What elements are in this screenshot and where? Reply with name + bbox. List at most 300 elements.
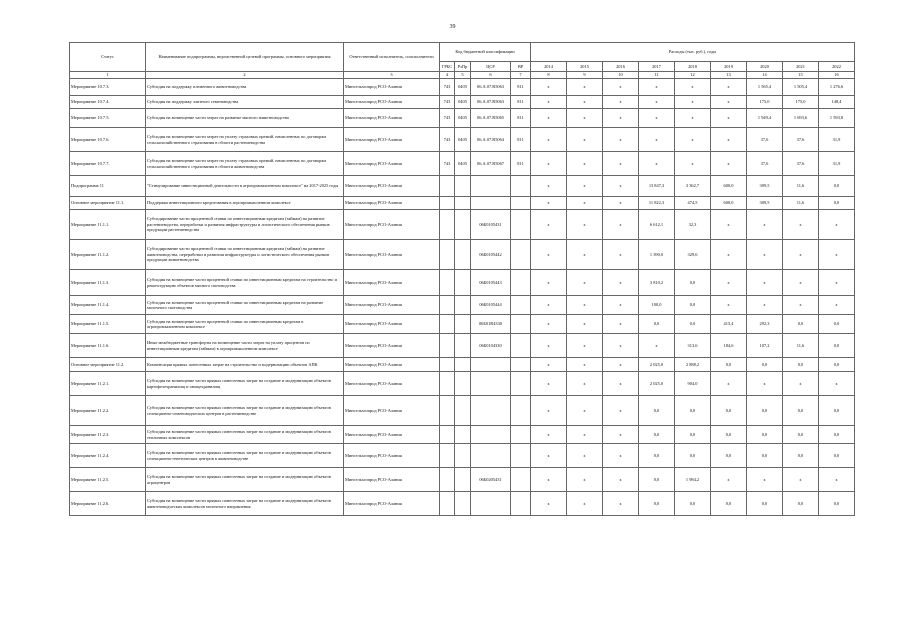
row-year-value: 292,3 bbox=[747, 315, 783, 334]
row-status: Мероприятие 11.2.3. bbox=[70, 426, 146, 444]
row-year-value: x bbox=[675, 109, 711, 128]
row-vr bbox=[511, 492, 531, 516]
row-year-value: x bbox=[819, 210, 855, 240]
row-status: Мероприятие 10.7.4. bbox=[70, 96, 146, 109]
row-year-value: x bbox=[639, 79, 675, 96]
row-year-value: x bbox=[675, 96, 711, 109]
table-row bbox=[70, 492, 855, 516]
table-row bbox=[70, 240, 855, 270]
row-vr: 811 bbox=[511, 152, 531, 176]
row-year-value: 904,0 bbox=[675, 372, 711, 396]
row-year-value: 0,0 bbox=[747, 396, 783, 426]
row-executor: Минсельхозпрод РСО-Алания bbox=[344, 128, 440, 152]
column-number: 11 bbox=[639, 72, 675, 79]
row-year-value: 0,0 bbox=[783, 444, 819, 468]
row-year-value: 37,6 bbox=[747, 152, 783, 176]
row-executor: Минсельхозпрод РСО-Алания bbox=[344, 444, 440, 468]
row-year-value: x bbox=[567, 396, 603, 426]
row-status: Мероприятие 11.2.1. bbox=[70, 372, 146, 396]
row-year-value: x bbox=[531, 79, 567, 96]
row-year-value: x bbox=[567, 96, 603, 109]
row-year-value: x bbox=[567, 358, 603, 372]
header-executor: Ответственный исполнитель, соисполнители bbox=[344, 43, 440, 72]
row-year-value: 0,0 bbox=[783, 396, 819, 426]
row-vr bbox=[511, 468, 531, 492]
header-budget-code: Код бюджетной классификации bbox=[440, 43, 531, 62]
row-year-value: 0,0 bbox=[675, 396, 711, 426]
row-year-value: 0,0 bbox=[819, 444, 855, 468]
header-year: 2019 bbox=[711, 62, 747, 72]
row-year-value: 107,2 bbox=[747, 334, 783, 358]
row-year-value: 0,0 bbox=[747, 358, 783, 372]
row-rzpr bbox=[455, 444, 471, 468]
row-year-value: 0,0 bbox=[819, 197, 855, 210]
row-year-value: 0,0 bbox=[711, 426, 747, 444]
row-csr bbox=[471, 372, 511, 396]
row-status: Мероприятие 11.1.6. bbox=[70, 334, 146, 358]
row-executor: Минсельхозпрод РСО-Алания bbox=[344, 396, 440, 426]
row-status: Мероприятие 11.1.5. bbox=[70, 315, 146, 334]
row-status: Основное мероприятие 11.2. bbox=[70, 358, 146, 372]
row-year-value: 2 888,2 bbox=[675, 358, 711, 372]
row-year-value: x bbox=[603, 426, 639, 444]
row-grbs bbox=[440, 468, 455, 492]
row-year-value: x bbox=[783, 372, 819, 396]
header-year: 2016 bbox=[603, 62, 639, 72]
row-year-value: 32,3 bbox=[675, 210, 711, 240]
row-year-value: x bbox=[603, 176, 639, 197]
row-grbs: 743 bbox=[440, 109, 455, 128]
row-year-value: 474,5 bbox=[675, 197, 711, 210]
row-name: Субсидия на возмещение части процентной ставки по инвестиционным кредитам на развитие молочного скотоводства bbox=[146, 296, 344, 315]
row-year-value: 11,6 bbox=[783, 176, 819, 197]
row-year-value: x bbox=[783, 240, 819, 270]
row-year-value: x bbox=[603, 358, 639, 372]
row-year-value: x bbox=[603, 315, 639, 334]
row-year-value: 11,6 bbox=[783, 197, 819, 210]
row-vr bbox=[511, 334, 531, 358]
row-vr bbox=[511, 210, 531, 240]
row-year-value: x bbox=[603, 444, 639, 468]
row-csr: 06Б0105431 bbox=[471, 210, 511, 240]
row-year-value: 0,0 bbox=[747, 492, 783, 516]
column-number: 9 bbox=[567, 72, 603, 79]
row-grbs bbox=[440, 492, 455, 516]
table-row bbox=[70, 270, 855, 296]
row-rzpr bbox=[455, 358, 471, 372]
row-vr bbox=[511, 372, 531, 396]
row-status: Мероприятие 11.1.3. bbox=[70, 270, 146, 296]
row-status: Мероприятие 11.1.4. bbox=[70, 296, 146, 315]
row-name: Субсидия на возмещение части затрат на уплату страховых премий, начисленных по договорам сельскохозяйственного страхования в области растениеводства bbox=[146, 128, 344, 152]
row-year-value: 0,0 bbox=[675, 270, 711, 296]
row-year-value: x bbox=[819, 270, 855, 296]
row-year-value: x bbox=[747, 296, 783, 315]
row-year-value: x bbox=[711, 270, 747, 296]
row-executor: Минсельхозпрод РСО-Алания bbox=[344, 240, 440, 270]
column-number: 6 bbox=[471, 72, 511, 79]
row-executor: Минсельхозпрод РСО-Алания bbox=[344, 426, 440, 444]
row-vr: 811 bbox=[511, 79, 531, 96]
row-year-value: 1 593,8 bbox=[819, 109, 855, 128]
table-row bbox=[70, 296, 855, 315]
row-vr bbox=[511, 426, 531, 444]
row-executor: Минсельхозпрод РСО-Алания bbox=[344, 96, 440, 109]
row-year-value: x bbox=[567, 444, 603, 468]
row-executor: Минсельхозпрод РСО-Алания bbox=[344, 358, 440, 372]
row-year-value: x bbox=[639, 334, 675, 358]
row-year-value: 0,0 bbox=[783, 426, 819, 444]
table-row bbox=[70, 96, 855, 109]
row-year-value: 100,0 bbox=[639, 296, 675, 315]
row-status: Основное мероприятие 11.1. bbox=[70, 197, 146, 210]
row-grbs bbox=[440, 210, 455, 240]
table-row bbox=[70, 396, 855, 426]
row-year-value: 37,6 bbox=[783, 128, 819, 152]
column-number: 2 bbox=[146, 72, 344, 79]
row-year-value: 0,0 bbox=[675, 296, 711, 315]
page-number: 39 bbox=[449, 24, 456, 30]
row-rzpr: 0405 bbox=[455, 96, 471, 109]
row-name: Субсидирование части процентной ставки по инвестиционным кредитам (займам) на развитие растениеводства, переработки и развития инфраструктуры и логистического обеспечения рынков продукции растениеводства bbox=[146, 210, 344, 240]
row-csr: 06Б0105442 bbox=[471, 240, 511, 270]
row-executor: Минсельхозпрод РСО-Алания bbox=[344, 210, 440, 240]
row-year-value: 309,5 bbox=[747, 197, 783, 210]
row-year-value: x bbox=[711, 109, 747, 128]
row-year-value: 0,0 bbox=[675, 492, 711, 516]
row-vr bbox=[511, 396, 531, 426]
row-year-value: x bbox=[711, 79, 747, 96]
header-status: Статус bbox=[70, 43, 146, 72]
table-row bbox=[70, 426, 855, 444]
row-year-value: 175,0 bbox=[747, 96, 783, 109]
row-year-value: 37,6 bbox=[783, 152, 819, 176]
row-year-value: x bbox=[603, 334, 639, 358]
row-year-value: x bbox=[567, 372, 603, 396]
row-status: Мероприятие 10.7.6. bbox=[70, 128, 146, 152]
row-rzpr bbox=[455, 296, 471, 315]
row-year-value: x bbox=[531, 96, 567, 109]
row-year-value: x bbox=[567, 152, 603, 176]
row-year-value: x bbox=[711, 152, 747, 176]
row-name: Компенсация прямых понесенных затрат на строительство и модернизацию объектов АПК bbox=[146, 358, 344, 372]
row-year-value: 3 810,2 bbox=[639, 270, 675, 296]
row-year-value: 415,4 bbox=[711, 315, 747, 334]
row-year-value: x bbox=[783, 296, 819, 315]
row-year-value: x bbox=[783, 210, 819, 240]
row-name: Иные межбюджетные трансферты на возмещение части затрат на уплату процентов по инвестиционным кредитам (займам) в агропромышленном комплексе bbox=[146, 334, 344, 358]
row-year-value: x bbox=[567, 296, 603, 315]
row-year-value: x bbox=[531, 315, 567, 334]
row-year-value: x bbox=[567, 270, 603, 296]
row-grbs bbox=[440, 426, 455, 444]
table-row bbox=[70, 109, 855, 128]
row-year-value: x bbox=[711, 468, 747, 492]
table-row bbox=[70, 210, 855, 240]
row-status: Мероприятие 11.2.4. bbox=[70, 444, 146, 468]
row-year-value: 0,0 bbox=[783, 315, 819, 334]
row-year-value: x bbox=[603, 210, 639, 240]
row-year-value: 31,9 bbox=[819, 152, 855, 176]
row-csr bbox=[471, 176, 511, 197]
row-status: Мероприятие 11.2.2. bbox=[70, 396, 146, 426]
row-executor: Минсельхозпрод РСО-Алания bbox=[344, 492, 440, 516]
row-grbs bbox=[440, 372, 455, 396]
row-year-value: x bbox=[567, 426, 603, 444]
row-csr: 06.А.07.R5067 bbox=[471, 152, 511, 176]
row-year-value: 0,0 bbox=[711, 444, 747, 468]
row-year-value: x bbox=[711, 296, 747, 315]
row-year-value: 0,0 bbox=[747, 444, 783, 468]
row-vr bbox=[511, 358, 531, 372]
row-vr: 811 bbox=[511, 109, 531, 128]
row-name: "Стимулирование инвестиционной деятельности в агропромышленном комплексе" на 2017-2025 годы bbox=[146, 176, 344, 197]
row-year-value: x bbox=[567, 492, 603, 516]
row-year-value: x bbox=[603, 468, 639, 492]
header-year: 2015 bbox=[567, 62, 603, 72]
row-csr bbox=[471, 358, 511, 372]
row-name: Поддержка инвестиционного кредитования в агропромышленном комплексе bbox=[146, 197, 344, 210]
row-name: Субсидия на поддержку элитного семеноводства bbox=[146, 96, 344, 109]
row-year-value: x bbox=[531, 176, 567, 197]
row-vr bbox=[511, 296, 531, 315]
row-year-value: x bbox=[603, 296, 639, 315]
row-year-value: x bbox=[531, 270, 567, 296]
row-grbs bbox=[440, 444, 455, 468]
row-year-value: 2 025,0 bbox=[639, 372, 675, 396]
row-year-value: x bbox=[711, 96, 747, 109]
column-number: 7 bbox=[511, 72, 531, 79]
column-number: 15 bbox=[783, 72, 819, 79]
row-year-value: 1 693,6 bbox=[783, 109, 819, 128]
row-csr: 06Б0104330 bbox=[471, 334, 511, 358]
row-year-value: x bbox=[603, 109, 639, 128]
row-rzpr: 0405 bbox=[455, 152, 471, 176]
row-year-value: x bbox=[531, 152, 567, 176]
row-year-value: 0,0 bbox=[819, 426, 855, 444]
row-status: Мероприятие 10.7.5. bbox=[70, 109, 146, 128]
row-year-value: x bbox=[531, 334, 567, 358]
row-status: Мероприятие 11.1.2. bbox=[70, 240, 146, 270]
row-status: Мероприятие 11.2.6. bbox=[70, 492, 146, 516]
row-vr bbox=[511, 176, 531, 197]
row-csr: 06.А.07.R5063 bbox=[471, 96, 511, 109]
row-year-value: 6 612,1 bbox=[639, 210, 675, 240]
row-year-value: 1 984,2 bbox=[675, 468, 711, 492]
column-number: 5 bbox=[455, 72, 471, 79]
row-year-value: x bbox=[567, 315, 603, 334]
row-year-value: x bbox=[603, 79, 639, 96]
row-year-value: x bbox=[567, 210, 603, 240]
row-vr: 811 bbox=[511, 128, 531, 152]
row-year-value: x bbox=[783, 270, 819, 296]
row-csr bbox=[471, 444, 511, 468]
row-executor: Минсельхозпрод РСО-Алания bbox=[344, 197, 440, 210]
row-year-value: 0,0 bbox=[819, 176, 855, 197]
row-name: Субсидия на возмещение части прямых понесенных затрат на создание и модернизацию объектов животноводческих комплексов молочного направления bbox=[146, 492, 344, 516]
row-year-value: x bbox=[603, 372, 639, 396]
row-year-value: 1 276,6 bbox=[819, 79, 855, 96]
header-year: 2020 bbox=[747, 62, 783, 72]
row-year-value: x bbox=[531, 396, 567, 426]
header-year: 2022 bbox=[819, 62, 855, 72]
row-csr bbox=[471, 396, 511, 426]
row-vr bbox=[511, 240, 531, 270]
row-csr: 06.А.07.R5063 bbox=[471, 79, 511, 96]
row-year-value: x bbox=[747, 468, 783, 492]
row-csr bbox=[471, 426, 511, 444]
column-number: 16 bbox=[819, 72, 855, 79]
row-year-value: x bbox=[603, 270, 639, 296]
row-year-value: 313,6 bbox=[675, 334, 711, 358]
row-status: Мероприятие 10.7.3. bbox=[70, 79, 146, 96]
row-rzpr bbox=[455, 315, 471, 334]
header-rzpr: РзПр bbox=[455, 62, 471, 72]
row-year-value: x bbox=[819, 296, 855, 315]
row-year-value: x bbox=[711, 240, 747, 270]
row-rzpr bbox=[455, 197, 471, 210]
header-grbs: ГРБС bbox=[440, 62, 455, 72]
row-year-value: x bbox=[531, 197, 567, 210]
row-year-value: 0,0 bbox=[639, 468, 675, 492]
table-row bbox=[70, 372, 855, 396]
row-year-value: 0,0 bbox=[675, 315, 711, 334]
header-year: 2017 bbox=[639, 62, 675, 72]
row-year-value: 329,6 bbox=[675, 240, 711, 270]
table-row bbox=[70, 358, 855, 372]
row-year-value: x bbox=[603, 128, 639, 152]
row-name: Субсидирование части процентной ставки по инвестиционным кредитам (займам) на развитие животноводства, переработки и развития инфраструктуры и логистического обеспечения рынков продукции животноводства bbox=[146, 240, 344, 270]
table-row bbox=[70, 334, 855, 358]
row-csr: 06Б0205431 bbox=[471, 468, 511, 492]
row-year-value: x bbox=[675, 79, 711, 96]
row-year-value: 0,0 bbox=[675, 444, 711, 468]
column-number: 12 bbox=[675, 72, 711, 79]
table-row bbox=[70, 197, 855, 210]
row-year-value: x bbox=[531, 492, 567, 516]
row-rzpr bbox=[455, 426, 471, 444]
row-year-value: x bbox=[567, 79, 603, 96]
row-rzpr bbox=[455, 372, 471, 396]
row-year-value: x bbox=[783, 468, 819, 492]
table-row bbox=[70, 152, 855, 176]
row-year-value: x bbox=[747, 210, 783, 240]
row-grbs bbox=[440, 358, 455, 372]
column-number: 14 bbox=[747, 72, 783, 79]
row-grbs bbox=[440, 315, 455, 334]
row-year-value: x bbox=[639, 96, 675, 109]
row-rzpr bbox=[455, 492, 471, 516]
row-name: Субсидия на возмещение части затрат на уплату страховых премий, начисленных по договорам сельскохозяйственного страхования в области животноводства bbox=[146, 152, 344, 176]
row-rzpr: 0405 bbox=[455, 109, 471, 128]
row-vr bbox=[511, 270, 531, 296]
row-rzpr bbox=[455, 270, 471, 296]
row-executor: Минсельхозпрод РСО-Алания bbox=[344, 176, 440, 197]
row-grbs bbox=[440, 334, 455, 358]
row-year-value: 3 362,7 bbox=[675, 176, 711, 197]
row-year-value: x bbox=[675, 152, 711, 176]
row-rzpr bbox=[455, 468, 471, 492]
row-year-value: 0,0 bbox=[819, 315, 855, 334]
row-year-value: x bbox=[711, 128, 747, 152]
row-grbs: 743 bbox=[440, 128, 455, 152]
row-status: Мероприятие 11.1.1. bbox=[70, 210, 146, 240]
row-name: Субсидия на возмещение части прямых понесенных затрат на создание и модернизацию объектов агроцентров bbox=[146, 468, 344, 492]
row-name: Субсидия на возмещение части процентной ставки по инвестиционным кредитам на строительство и реконструкцию объектов мясного скотоводства bbox=[146, 270, 344, 296]
row-vr bbox=[511, 315, 531, 334]
row-grbs: 743 bbox=[440, 96, 455, 109]
row-year-value: x bbox=[819, 468, 855, 492]
row-rzpr: 0405 bbox=[455, 79, 471, 96]
table-row bbox=[70, 128, 855, 152]
header-csr: ЦСР bbox=[471, 62, 511, 72]
row-year-value: 600,0 bbox=[711, 197, 747, 210]
row-year-value: 0,0 bbox=[711, 492, 747, 516]
row-year-value: 600,0 bbox=[711, 176, 747, 197]
row-year-value: x bbox=[639, 128, 675, 152]
row-status: Мероприятие 10.7.7. bbox=[70, 152, 146, 176]
row-year-value: x bbox=[567, 128, 603, 152]
row-year-value: 148,4 bbox=[819, 96, 855, 109]
row-status: Подпрограмма 11 bbox=[70, 176, 146, 197]
row-year-value: 0,0 bbox=[783, 358, 819, 372]
row-year-value: x bbox=[747, 270, 783, 296]
row-year-value: x bbox=[603, 396, 639, 426]
row-year-value: 0,0 bbox=[819, 396, 855, 426]
row-year-value: x bbox=[639, 109, 675, 128]
row-name: Субсидия на возмещение части затрат на развитие мясного животноводства bbox=[146, 109, 344, 128]
row-name: Субсидия на возмещение части прямых понесенных затрат на создание и модернизацию объектов картофелехранилищ и овощехранилищ bbox=[146, 372, 344, 396]
row-year-value: 0,0 bbox=[711, 358, 747, 372]
row-csr: 06Б0105444 bbox=[471, 296, 511, 315]
row-csr bbox=[471, 492, 511, 516]
program-expense-table bbox=[69, 42, 855, 516]
row-year-value: 309,5 bbox=[747, 176, 783, 197]
row-year-value: x bbox=[567, 176, 603, 197]
row-grbs bbox=[440, 176, 455, 197]
row-year-value: 0,0 bbox=[819, 358, 855, 372]
row-year-value: 0,0 bbox=[639, 315, 675, 334]
row-grbs: 743 bbox=[440, 79, 455, 96]
row-year-value: x bbox=[531, 468, 567, 492]
row-name: Субсидия на возмещение части прямых понесенных затрат на создание и модернизацию объектов тепличных комплексов bbox=[146, 426, 344, 444]
row-year-value: x bbox=[531, 240, 567, 270]
row-name: Субсидия на возмещение части прямых понесенных затрат на создание и модернизацию объектов селекционно-генетических центров в животноводстве bbox=[146, 444, 344, 468]
row-year-value: x bbox=[567, 197, 603, 210]
row-grbs bbox=[440, 270, 455, 296]
row-year-value: x bbox=[711, 372, 747, 396]
row-grbs bbox=[440, 296, 455, 315]
row-year-value: x bbox=[531, 372, 567, 396]
row-rzpr: 0405 bbox=[455, 128, 471, 152]
table-row bbox=[70, 315, 855, 334]
row-year-value: 175,0 bbox=[783, 96, 819, 109]
row-year-value: x bbox=[531, 128, 567, 152]
row-rzpr bbox=[455, 396, 471, 426]
row-executor: Минсельхозпрод РСО-Алания bbox=[344, 270, 440, 296]
row-grbs bbox=[440, 396, 455, 426]
row-year-value: 0,0 bbox=[819, 492, 855, 516]
row-vr bbox=[511, 197, 531, 210]
row-executor: Минсельхозпрод РСО-Алания bbox=[344, 109, 440, 128]
row-grbs bbox=[440, 197, 455, 210]
column-number: 10 bbox=[603, 72, 639, 79]
row-year-value: 0,0 bbox=[747, 426, 783, 444]
row-year-value: x bbox=[531, 109, 567, 128]
row-name: Субсидия на поддержку племенного животноводства bbox=[146, 79, 344, 96]
header-year: 2018 bbox=[675, 62, 711, 72]
row-year-value: x bbox=[819, 240, 855, 270]
